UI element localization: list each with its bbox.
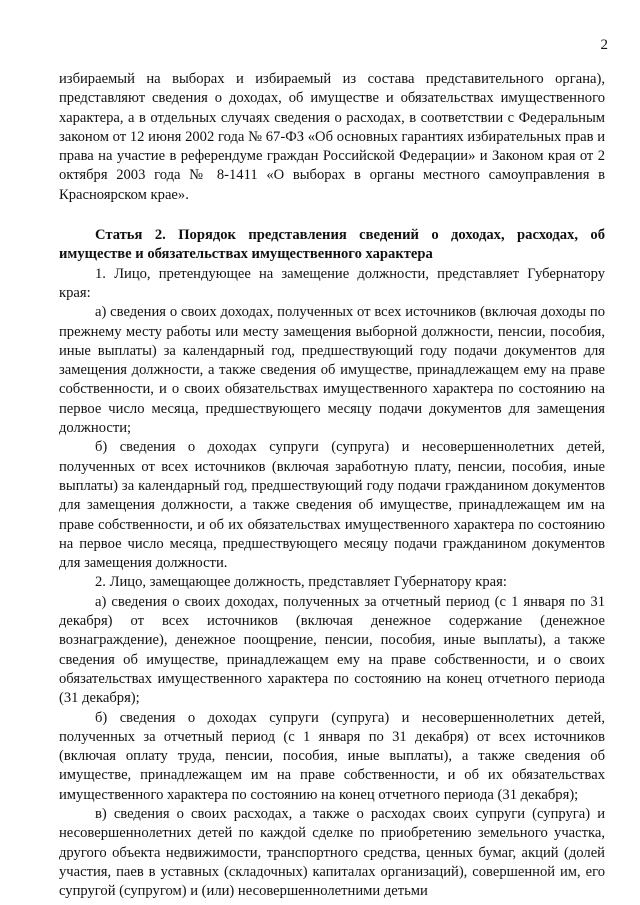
intro-paragraph: избираемый на выборах и избираемый из состава представительного органа), представляют сведения о доходах, об имуществе и обязательствах имущественного характера, а в отдельных случаях сведения о расходах, в соответствии с Федеральным законом от 12 июня 2002 года № 67-ФЗ «Об основных гарантиях избирательных прав и права на участие в референдуме граждан Российской Федерации» и Законом края от 2 октября 2003 года № 8-1411 «О выборах в органы местного самоуправления в Красноярском крае». [59, 71, 605, 203]
paragraph-1a: а) сведения о своих доходах, полученных от всех источников (включая доходы по прежнему месту работы или месту замещения выборной должности, пенсии, пособия, иные выплаты) за календарный год, предшествующий году подачи документов для замещения должности, а также сведения об имуществе, принадлежащем ему на праве собственности, и о своих обязательствах имущественного характера по состоянию на первое число месяца, предшествующего месяцу подачи документов для замещения должности; [59, 304, 605, 437]
paragraph-2: 2. Лицо, замещающее должность, представляет Губернатору края: [95, 574, 507, 591]
paragraph-1: 1. Лицо, претендующее на замещение должности, представляет Губернатору края: [59, 265, 605, 301]
paragraph-2v: в) сведения о своих расходах, а также о расходах своих супруги (супруга) и несовершеннолетних детей по каждой сделке по приобретению земельного участка, другого объекта недвижимости, транспортного средства, ценных бумаг, акций (долей участия, паев в уставных (складочных) капиталах организаций), совершенной им, его супругой (супругом) и (или) несовершеннолетними детьми [59, 805, 605, 900]
article-heading: Статья 2. Порядок представления сведений о доходах, расходах, об имуществе и обязательствах имущественного характера [59, 227, 605, 263]
page-number: 2 [600, 37, 608, 53]
paragraph-1b: б) сведения о доходах супруги (супруга) и несовершеннолетних детей, полученных от всех источников (включая заработную плату, пенсии, пособия, иные выплаты) за календарный год, предшествующий году подачи гражданином документов для замещения должности, а также сведения об имуществе, принадлежащем им на праве собственности, и об их обязательствах имущественного характера по состоянию на первое число месяца, предшествующего месяцу подачи гражданином документов для замещения должности. [59, 439, 605, 572]
paragraph-2a: а) сведения о своих доходах, полученных за отчетный период (с 1 января по 31 декабря) от всех источников (включая денежное содержание (денежное вознаграждение), денежное поощрение, пенсии, пособия, иные выплаты), а также сведения об имуществе, принадлежащем ему на праве собственности, и о своих обязательствах имущественного характера по состоянию на конец отчетного периода (31 декабря); [59, 593, 605, 707]
document-body [59, 70, 605, 901]
section-gap [59, 205, 605, 226]
paragraph-2b: б) сведения о доходах супруги (супруга) и несовершеннолетних детей, полученных за отчетный период (с 1 января по 31 декабря) от всех источников (включая оплату труда, пенсии, пособия, иные выплаты), а также сведения об имуществе, принадлежащем им на праве собственности, и об их обязательствах имущественного характера по состоянию на конец отчетного периода (31 декабря); [59, 709, 605, 803]
